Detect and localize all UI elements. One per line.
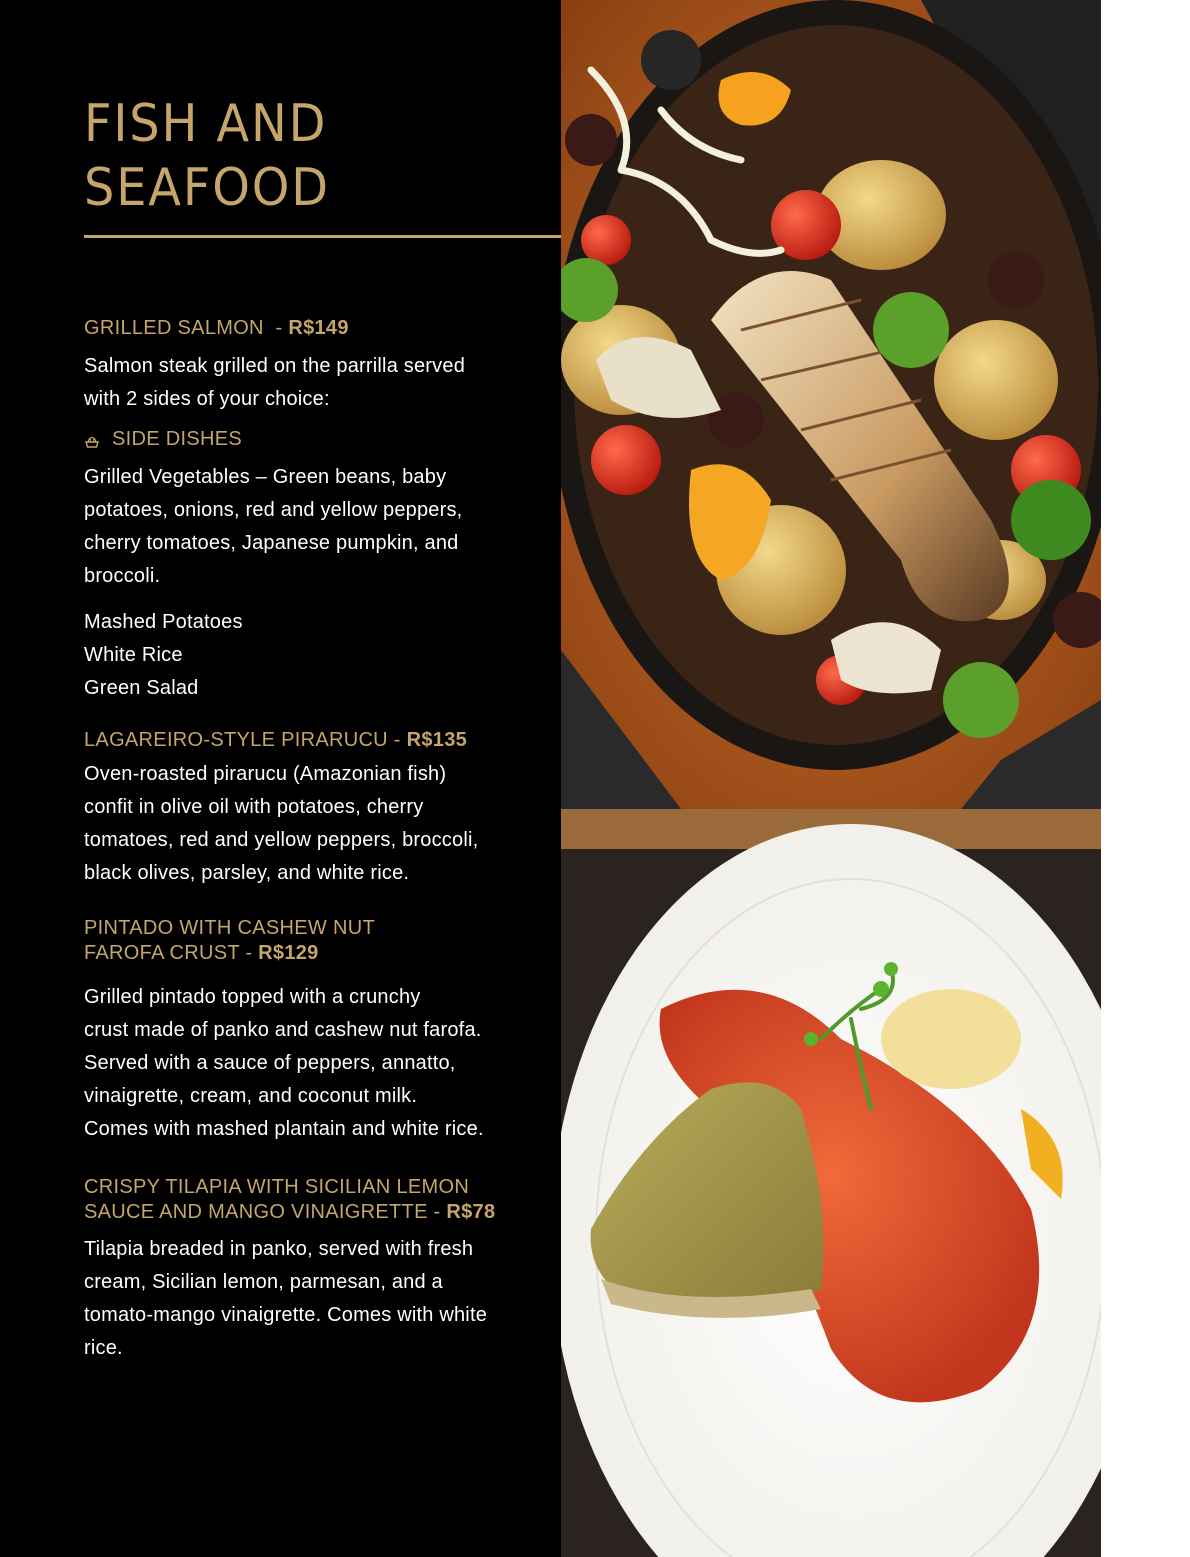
item-heading-pintado <box>84 916 375 966</box>
item-description-pintado <box>84 981 484 1146</box>
item-description-grilled-salmon <box>84 350 465 416</box>
description-line: potatoes, onions, red and yellow peppers, <box>84 499 463 521</box>
food-bowl-icon <box>84 432 100 448</box>
side-dish-item: White Rice <box>84 644 183 666</box>
description-line: tomatoes, red and yellow peppers, broccoli, <box>84 829 479 851</box>
description-line: Tilapia breaded in panko, served with fresh <box>84 1238 474 1260</box>
side-dishes-list <box>84 606 243 705</box>
description-line: Oven-roasted pirarucu (Amazonian fish) <box>84 763 447 785</box>
side-dish-item: Mashed Potatoes <box>84 611 243 633</box>
description-line: broccoli. <box>84 565 161 587</box>
item-price: R$129 <box>258 942 319 964</box>
menu-panel <box>0 0 561 1557</box>
photo-pirarucu-skillet <box>561 0 1101 809</box>
description-line: Salmon steak grilled on the parrilla served <box>84 355 466 377</box>
description-line: cherry tomatoes, Japanese pumpkin, and <box>84 532 459 554</box>
item-price: R$78 <box>446 1201 496 1223</box>
item-description-pirarucu <box>84 758 478 890</box>
description-line: crust made of panko and cashew nut farofa. <box>84 1019 482 1041</box>
description-line: Served with a sauce of peppers, annatto, <box>84 1052 456 1074</box>
page-title-line2: SEAFOOD <box>84 158 330 218</box>
photo-pintado-plate <box>561 809 1101 1557</box>
description-line: Comes with mashed plantain and white rice. <box>84 1118 484 1140</box>
item-name-line2: FAROFA CRUST - <box>84 942 259 964</box>
item-name: GRILLED SALMON - <box>84 317 289 339</box>
description-line: vinaigrette, cream, and coconut milk. <box>84 1085 418 1107</box>
description-line: Grilled pintado topped with a crunchy <box>84 986 421 1008</box>
item-name-line1: PINTADO WITH CASHEW NUT <box>84 917 375 939</box>
side-dishes-grilled-vegetables <box>84 461 462 593</box>
description-line: tomato-mango vinaigrette. Comes with white <box>84 1304 488 1326</box>
item-price: R$149 <box>288 317 349 339</box>
side-dishes-heading <box>84 427 242 452</box>
description-line: with 2 sides of your choice: <box>84 388 330 410</box>
description-line: Grilled Vegetables – Green beans, baby <box>84 466 447 488</box>
item-heading-tilapia <box>84 1175 495 1225</box>
description-line: rice. <box>84 1337 123 1359</box>
right-margin <box>1101 0 1190 1557</box>
item-name-line1: CRISPY TILAPIA WITH SICILIAN LEMON <box>84 1176 470 1198</box>
page-title <box>84 92 470 220</box>
title-divider <box>84 235 561 238</box>
item-name: LAGAREIRO-STYLE PIRARUCU - <box>84 729 407 751</box>
description-line: confit in olive oil with potatoes, cherry <box>84 796 424 818</box>
item-heading-pirarucu <box>84 728 467 753</box>
item-description-tilapia <box>84 1233 487 1365</box>
item-heading-grilled-salmon <box>84 316 349 341</box>
page-title-line1: FISH AND <box>84 94 328 154</box>
description-line: black olives, parsley, and white rice. <box>84 862 410 884</box>
description-line: cream, Sicilian lemon, parmesan, and a <box>84 1271 443 1293</box>
side-dishes-label: SIDE DISHES <box>112 428 242 450</box>
side-dish-item: Green Salad <box>84 677 199 699</box>
item-name-line2: SAUCE AND MANGO VINAIGRETTE - <box>84 1201 447 1223</box>
item-price: R$135 <box>406 729 468 751</box>
